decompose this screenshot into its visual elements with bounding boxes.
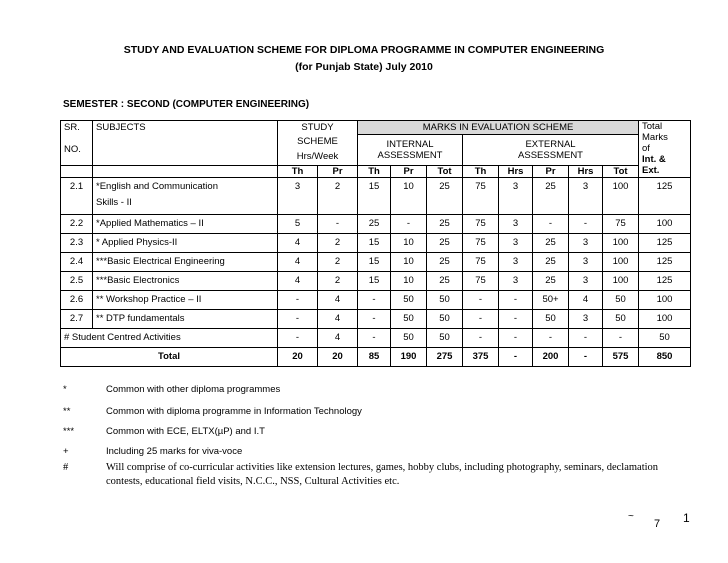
row-cell-ehrs: - bbox=[499, 309, 533, 328]
header-study: STUDY bbox=[278, 121, 358, 135]
row-cell-ehrs2: 3 bbox=[569, 233, 603, 252]
row-cell-th: 3 bbox=[278, 177, 318, 214]
header-no: NO. bbox=[61, 134, 93, 165]
row-cell-ehrs: 3 bbox=[499, 233, 533, 252]
row-cell-ipr: 10 bbox=[391, 177, 427, 214]
row-cell-eth: - bbox=[463, 290, 499, 309]
row-cell-total: 125 bbox=[639, 233, 691, 252]
row-cell-etot: 100 bbox=[603, 252, 639, 271]
total-pr: 20 bbox=[318, 347, 358, 366]
row-cell-ehrs2: 3 bbox=[569, 271, 603, 290]
header-total-ext: Ext. bbox=[639, 165, 691, 177]
row-cell-ith: 15 bbox=[358, 177, 391, 214]
row-cell-ipr: 50 bbox=[391, 290, 427, 309]
header-study-scheme: SCHEME Hrs/Week bbox=[278, 134, 358, 165]
header-int-pr: Pr bbox=[391, 165, 427, 177]
row-cell-total: 100 bbox=[639, 290, 691, 309]
row-cell-ehrs: - bbox=[499, 290, 533, 309]
row-cell-epr: 50 bbox=[533, 309, 569, 328]
student-pr: 4 bbox=[318, 328, 358, 347]
header-total: Total Marks of Int. & bbox=[639, 121, 691, 166]
header-pr: Pr bbox=[318, 165, 358, 177]
header-th: Th bbox=[278, 165, 318, 177]
row-sr: 2.6 bbox=[61, 290, 93, 309]
row-cell-ehrs: 3 bbox=[499, 214, 533, 233]
table-row bbox=[61, 177, 691, 214]
row-subject: ***Basic Electronics bbox=[93, 271, 278, 290]
row-cell-ipr: 50 bbox=[391, 309, 427, 328]
row-cell-ipr: - bbox=[391, 214, 427, 233]
row-cell-ith: 15 bbox=[358, 271, 391, 290]
table-row bbox=[61, 252, 691, 271]
header-ext-pr: Pr bbox=[533, 165, 569, 177]
row-cell-itot: 25 bbox=[427, 177, 463, 214]
student-itot: 50 bbox=[427, 328, 463, 347]
row-cell-th: - bbox=[278, 309, 318, 328]
row-cell-itot: 50 bbox=[427, 290, 463, 309]
student-th: - bbox=[278, 328, 318, 347]
header-internal: INTERNAL ASSESSMENT bbox=[358, 134, 463, 165]
student-eth: - bbox=[463, 328, 499, 347]
row-cell-etot: 100 bbox=[603, 177, 639, 214]
total-eth: 375 bbox=[463, 347, 499, 366]
student-etot: - bbox=[603, 328, 639, 347]
row-subject: ** DTP fundamentals bbox=[93, 309, 278, 328]
header-sr: SR. bbox=[61, 121, 93, 135]
header-ext-tot: Tot bbox=[603, 165, 639, 177]
row-cell-itot: 25 bbox=[427, 214, 463, 233]
row-cell-eth: - bbox=[463, 309, 499, 328]
page-seven: 7 bbox=[654, 518, 661, 530]
row-cell-ehrs: 3 bbox=[499, 252, 533, 271]
row-sr: 2.4 bbox=[61, 252, 93, 271]
row-cell-ith: 25 bbox=[358, 214, 391, 233]
row-cell-ehrs: 3 bbox=[499, 271, 533, 290]
row-cell-pr: 2 bbox=[318, 233, 358, 252]
row-cell-pr: 2 bbox=[318, 252, 358, 271]
header-external: EXTERNAL ASSESSMENT bbox=[463, 134, 639, 165]
header-ext-hrs: Hrs bbox=[499, 165, 533, 177]
row-sr: 2.1 bbox=[61, 177, 93, 214]
total-itot: 275 bbox=[427, 347, 463, 366]
row-cell-eth: 75 bbox=[463, 177, 499, 214]
document-title: STUDY AND EVALUATION SCHEME FOR DIPLOMA PROGRAMME IN COMPUTER ENGINEERING bbox=[123, 44, 605, 56]
row-cell-itot: 25 bbox=[427, 233, 463, 252]
row-cell-epr: 25 bbox=[533, 252, 569, 271]
row-sr: 2.3 bbox=[61, 233, 93, 252]
semester-heading: SEMESTER : SECOND (COMPUTER ENGINEERING) bbox=[63, 99, 310, 110]
row-cell-itot: 25 bbox=[427, 252, 463, 271]
row-sr: 2.2 bbox=[61, 214, 93, 233]
row-cell-total: 125 bbox=[639, 177, 691, 214]
row-cell-pr: 2 bbox=[318, 271, 358, 290]
row-cell-ehrs2: 3 bbox=[569, 252, 603, 271]
row-cell-etot: 100 bbox=[603, 271, 639, 290]
row-cell-ith: - bbox=[358, 290, 391, 309]
row-cell-epr: 25 bbox=[533, 177, 569, 214]
row-subject: * Applied Physics-II bbox=[93, 233, 278, 252]
row-cell-total: 100 bbox=[639, 309, 691, 328]
total-ith: 85 bbox=[358, 347, 391, 366]
row-subject: *English and Communication Skills - II bbox=[93, 177, 278, 214]
document-subtitle: (for Punjab State) July 2010 bbox=[295, 61, 433, 73]
row-cell-eth: 75 bbox=[463, 214, 499, 233]
student-epr: - bbox=[533, 328, 569, 347]
row-cell-itot: 50 bbox=[427, 309, 463, 328]
row-cell-total: 125 bbox=[639, 252, 691, 271]
row-cell-eth: 75 bbox=[463, 252, 499, 271]
row-cell-th: 4 bbox=[278, 252, 318, 271]
row-cell-epr: 25 bbox=[533, 233, 569, 252]
row-cell-ehrs2: 4 bbox=[569, 290, 603, 309]
row-cell-ipr: 10 bbox=[391, 233, 427, 252]
row-cell-ipr: 10 bbox=[391, 252, 427, 271]
row-cell-pr: 2 bbox=[318, 177, 358, 214]
row-subject: ***Basic Electrical Engineering bbox=[93, 252, 278, 271]
row-cell-etot: 50 bbox=[603, 290, 639, 309]
row-cell-th: 4 bbox=[278, 233, 318, 252]
table-row bbox=[61, 214, 691, 233]
row-cell-ehrs2: 3 bbox=[569, 309, 603, 328]
row-cell-ipr: 10 bbox=[391, 271, 427, 290]
total-ipr: 190 bbox=[391, 347, 427, 366]
row-cell-th: 5 bbox=[278, 214, 318, 233]
total-ehrs: - bbox=[499, 347, 533, 366]
header-int-tot: Tot bbox=[427, 165, 463, 177]
table-row bbox=[61, 290, 691, 309]
row-sr: 2.7 bbox=[61, 309, 93, 328]
student-ehrs2: - bbox=[569, 328, 603, 347]
row-cell-pr: - bbox=[318, 214, 358, 233]
row-cell-total: 125 bbox=[639, 271, 691, 290]
table-row bbox=[61, 233, 691, 252]
row-cell-ehrs: 3 bbox=[499, 177, 533, 214]
row-cell-total: 100 bbox=[639, 214, 691, 233]
total-ehrs2: - bbox=[569, 347, 603, 366]
table-row bbox=[61, 309, 691, 328]
row-sr: 2.5 bbox=[61, 271, 93, 290]
row-cell-eth: 75 bbox=[463, 233, 499, 252]
student-activities-label: # Student Centred Activities bbox=[61, 328, 278, 347]
row-cell-etot: 50 bbox=[603, 309, 639, 328]
header-ext-hrs2: Hrs bbox=[569, 165, 603, 177]
header-int-th: Th bbox=[358, 165, 391, 177]
row-cell-itot: 25 bbox=[427, 271, 463, 290]
header-marks: MARKS IN EVALUATION SCHEME bbox=[358, 121, 639, 135]
row-cell-th: 4 bbox=[278, 271, 318, 290]
row-cell-ith: 15 bbox=[358, 233, 391, 252]
page-number: 1 bbox=[683, 511, 690, 525]
row-subject: ** Workshop Practice – II bbox=[93, 290, 278, 309]
row-cell-ith: - bbox=[358, 309, 391, 328]
row-cell-ehrs2: - bbox=[569, 214, 603, 233]
row-cell-eth: 75 bbox=[463, 271, 499, 290]
row-cell-ehrs2: 3 bbox=[569, 177, 603, 214]
total-epr: 200 bbox=[533, 347, 569, 366]
page-mark: ~ bbox=[628, 511, 634, 522]
row-cell-pr: 4 bbox=[318, 290, 358, 309]
total-etot: 575 bbox=[603, 347, 639, 366]
header-ext-th: Th bbox=[463, 165, 499, 177]
row-cell-etot: 75 bbox=[603, 214, 639, 233]
row-cell-epr: - bbox=[533, 214, 569, 233]
row-subject: *Applied Mathematics – II bbox=[93, 214, 278, 233]
row-cell-epr: 50+ bbox=[533, 290, 569, 309]
student-ehrs: - bbox=[499, 328, 533, 347]
student-ipr: 50 bbox=[391, 328, 427, 347]
total-grand: 850 bbox=[639, 347, 691, 366]
header-subjects: SUBJECTS bbox=[93, 121, 278, 135]
evaluation-scheme-table bbox=[60, 120, 691, 367]
student-ith: - bbox=[358, 328, 391, 347]
row-cell-th: - bbox=[278, 290, 318, 309]
row-cell-ith: 15 bbox=[358, 252, 391, 271]
row-cell-pr: 4 bbox=[318, 309, 358, 328]
total-th: 20 bbox=[278, 347, 318, 366]
row-cell-etot: 100 bbox=[603, 233, 639, 252]
student-total: 50 bbox=[639, 328, 691, 347]
row-cell-epr: 25 bbox=[533, 271, 569, 290]
total-label: Total bbox=[61, 347, 278, 366]
table-row bbox=[61, 271, 691, 290]
